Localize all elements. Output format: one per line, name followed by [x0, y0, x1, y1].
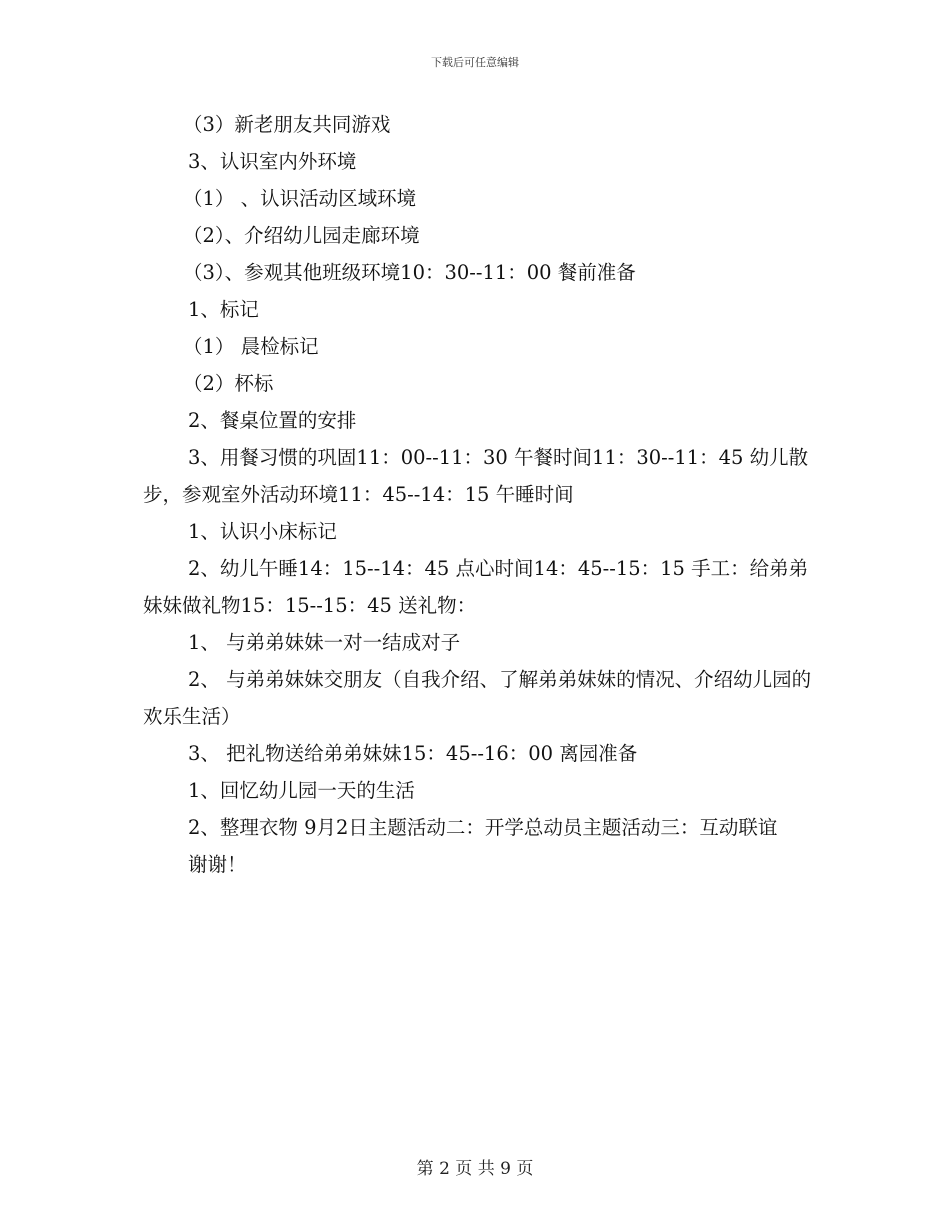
body-line: （1） 晨检标记	[183, 335, 319, 358]
body-line: 3、 把礼物送给弟弟妹妹15：45--16：00 离园准备	[188, 742, 638, 765]
body-line: 1、 与弟弟妹妹一对一结成对子	[188, 631, 461, 654]
body-line: （2）、介绍幼儿园走廊环境	[183, 224, 420, 247]
body-line: 2、幼儿午睡14：15--14：45 点心时间14：45--15：15 手工：给弟弟妹妹做礼物15：15--15：45 送礼物：	[143, 557, 809, 617]
page-header: 下载后可任意编辑	[431, 56, 519, 69]
page-number: 第 2 页 共 9 页	[416, 1159, 534, 1179]
body-line: 1、标记	[188, 298, 259, 321]
body-line: 1、回忆幼儿园一天的生活	[188, 779, 415, 802]
body-line: （2）杯标	[183, 372, 274, 395]
body-line: （1） 、认识活动区域环境	[183, 187, 417, 210]
body-line: 3、用餐习惯的巩固11：00--11：30 午餐时间11：30--11：45 幼儿散步，参观室外活动环境11：45--14：15 午睡时间	[143, 446, 809, 506]
body-line: （3）、参观其他班级环境10：30--11：00 餐前准备	[183, 261, 636, 284]
body-line: 1、认识小床标记	[188, 520, 337, 543]
body-line: 2、餐桌位置的安排	[188, 409, 357, 432]
document-body	[143, 106, 813, 883]
body-line: 3、认识室内外环境	[188, 150, 357, 173]
body-line: 2、 与弟弟妹妹交朋友（自我介绍、了解弟弟妹妹的情况、介绍幼儿园的欢乐生活）	[143, 668, 812, 728]
body-line: （3）新老朋友共同游戏	[183, 113, 391, 136]
closing-line: 谢谢！	[188, 853, 247, 876]
body-line: 2、整理衣物 9月2日主题活动二：开学总动员主题活动三：互动联谊	[188, 816, 778, 839]
